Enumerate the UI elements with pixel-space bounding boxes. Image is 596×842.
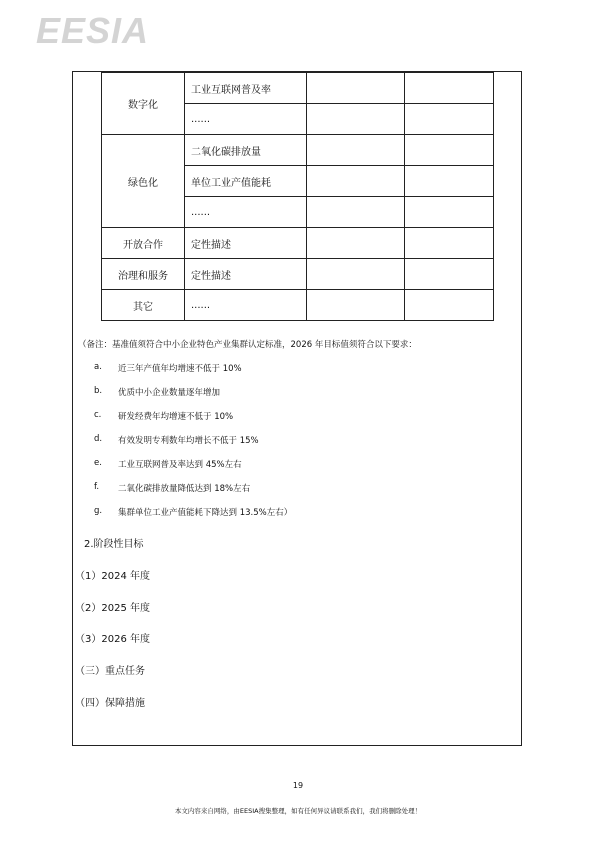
- heading-stage-goals: 2.阶段性目标: [84, 539, 144, 550]
- page-number: 19: [292, 781, 304, 790]
- indicator-cell: 工业互联网普及率: [185, 73, 307, 104]
- value-cell: [307, 166, 405, 197]
- value-cell: [307, 197, 405, 228]
- table-row: [102, 259, 494, 290]
- table-row: [102, 290, 494, 321]
- indicator-cell: 二氧化碳排放量: [185, 135, 307, 166]
- value-cell: [307, 135, 405, 166]
- footer-disclaimer: 本文内容来自网络，由EESIA搜集整理，如有任何异议请联系我们，我们将删除处理！: [174, 807, 422, 815]
- table-row: [102, 73, 494, 104]
- item-letter: b.: [94, 386, 103, 396]
- indicator-cell: 单位工业产值能耗: [185, 166, 307, 197]
- value-cell: [307, 73, 405, 104]
- list-item: [94, 458, 292, 482]
- item-text: 研发经费年均增速不低于 10%: [118, 412, 234, 422]
- item-letter: d.: [94, 434, 103, 444]
- value-cell: [307, 259, 405, 290]
- item-letter: c.: [94, 410, 102, 420]
- value-cell: [307, 228, 405, 259]
- indicator-table: [101, 72, 494, 321]
- value-cell: [307, 290, 405, 321]
- heading-key-tasks: （三）重点任务: [75, 666, 145, 677]
- list-item: [94, 434, 292, 458]
- indicator-cell: ......: [185, 290, 307, 321]
- item-text: 集群单位工业产值能耗下降达到 13.5%左右）: [118, 508, 293, 518]
- indicator-cell: 定性描述: [185, 259, 307, 290]
- table-row: [102, 135, 494, 166]
- heading-year-2026: （3）2026 年度: [75, 634, 150, 645]
- heading-year-2025: （2）2025 年度: [75, 603, 150, 614]
- table-note: （备注：基准值须符合中小企业特色产业集群认定标准，2026 年目标值须符合以下要求：: [78, 340, 417, 350]
- item-text: 工业互联网普及率达到 45%左右: [118, 460, 242, 470]
- item-text: 近三年产值年均增速不低于 10%: [118, 364, 242, 374]
- item-letter: f.: [94, 482, 100, 492]
- indicator-cell: ......: [185, 104, 307, 135]
- value-cell: [405, 135, 494, 166]
- category-green: 绿色化: [102, 135, 185, 228]
- value-cell: [405, 166, 494, 197]
- item-letter: g.: [94, 506, 103, 516]
- value-cell: [405, 197, 494, 228]
- value-cell: [405, 73, 494, 104]
- heading-year-2024: （1）2024 年度: [75, 571, 150, 582]
- value-cell: [405, 290, 494, 321]
- item-letter: e.: [94, 458, 102, 468]
- value-cell: [405, 228, 494, 259]
- value-cell: [405, 104, 494, 135]
- category-digital: 数字化: [102, 73, 185, 135]
- item-text: 有效发明专利数年均增长不低于 15%: [118, 436, 259, 446]
- list-item: [94, 482, 292, 506]
- list-item: [94, 506, 292, 530]
- category-other: 其它: [102, 290, 185, 321]
- item-text: 二氧化碳排放量降低达到 18%左右: [118, 484, 251, 494]
- eesia-logo: EESIA: [36, 10, 150, 51]
- indicator-cell: 定性描述: [185, 228, 307, 259]
- list-item: [94, 362, 292, 386]
- list-item: [94, 386, 292, 410]
- table-row: [102, 228, 494, 259]
- category-open-cooperation: 开放合作: [102, 228, 185, 259]
- value-cell: [405, 259, 494, 290]
- heading-safeguards: （四）保障措施: [75, 698, 145, 709]
- category-governance: 治理和服务: [102, 259, 185, 290]
- item-text: 优质中小企业数量逐年增加: [118, 388, 221, 398]
- list-item: [94, 410, 292, 434]
- indicator-cell: ......: [185, 197, 307, 228]
- value-cell: [307, 104, 405, 135]
- item-letter: a.: [94, 362, 102, 372]
- requirements-list: [94, 362, 292, 530]
